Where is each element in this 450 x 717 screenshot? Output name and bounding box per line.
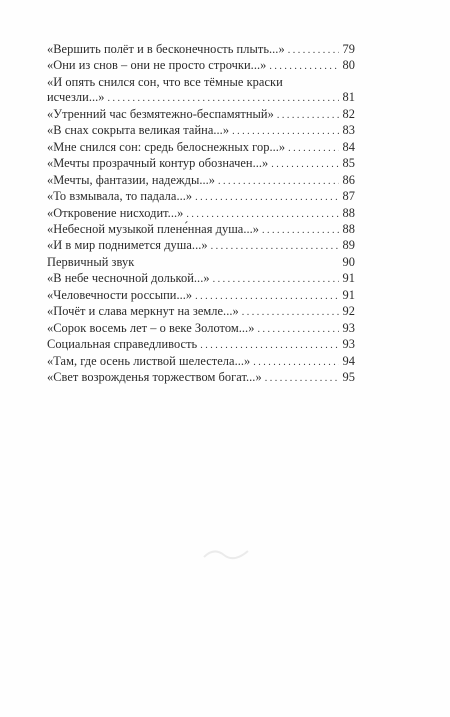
dot-leader [265,371,339,386]
toc-entry [47,189,355,205]
dot-leader [232,124,339,139]
dot-leader [218,174,339,189]
dot-leader [277,108,339,123]
toc-line [47,189,355,205]
toc-entry [47,321,355,337]
toc-entry [47,58,355,74]
toc-title: «Почёт и слава меркнут на земле...» [47,304,239,319]
toc-page-number: 80 [342,58,355,73]
toc-line [47,42,355,58]
table-of-contents [47,42,355,387]
toc-title: «И в мир поднимется душа...» [47,238,208,253]
toc-line [47,337,355,353]
toc-title: «Они из снов – они не просто строчки...» [47,58,267,73]
dot-leader [211,239,339,254]
toc-page-number: 79 [342,42,355,56]
toc-title: «Утренний час безмятежно-беспамятный» [47,106,274,121]
toc-title: «Сорок восемь лет – о веке Золотом...» [47,320,255,335]
toc-page-number: 88 [342,205,355,220]
toc-line [47,354,355,370]
toc-entry [47,271,355,287]
toc-page-number: 85 [342,156,355,171]
dot-leader [288,43,339,58]
toc-title: «В снах сокрыта великая тайна...» [47,123,230,138]
toc-page-number: 90 [342,254,355,269]
toc-line [47,370,355,386]
dot-leader [195,190,339,205]
toc-title: исчезли...» [47,90,105,105]
toc-entry [47,354,355,370]
toc-line [47,238,355,254]
toc-line [47,304,355,320]
toc-entry [47,42,355,58]
dot-leader [269,59,339,74]
toc-line [47,156,355,172]
toc-page-number: 93 [342,320,355,335]
toc-page-number: 84 [342,139,355,154]
dot-leader [253,355,339,370]
toc-page-number: 81 [342,90,355,105]
toc-page-number: 91 [342,287,355,302]
toc-title: «То взмывала, то падала...» [47,189,193,204]
toc-title: Социальная справедливость [47,337,198,352]
toc-title: «Мечты прозрачный контур обозначен...» [47,156,269,171]
toc-line [47,173,355,189]
toc-line [47,90,355,106]
toc-entry [47,255,355,271]
toc-title: «В небе чесночной долькой...» [47,271,210,286]
toc-page-number: 88 [342,221,355,236]
toc-line [47,123,355,139]
dot-leader [271,157,339,172]
dot-leader [195,289,339,304]
toc-line [47,271,355,287]
toc-title: «Небесной музыкой плене́нная душа...» [47,221,260,236]
toc-title: Первичный звук [47,254,135,269]
toc-entry [47,206,355,222]
toc-title: «Вершить полёт и в бесконечность плыть...» [47,42,285,56]
toc-line [47,58,355,74]
toc-page-number: 94 [342,353,355,368]
toc-line [47,107,355,123]
toc-line [47,288,355,304]
faint-bleedthrough-mark [202,543,250,563]
toc-entry [47,123,355,139]
toc-page-number: 87 [342,189,355,204]
dot-leader [200,338,339,353]
toc-entry [47,370,355,386]
toc-page-number: 83 [342,123,355,138]
toc-entry [47,75,355,107]
toc-title-first-line: «И опять снился сон, что все тёмные краски [47,74,283,89]
toc-entry [47,222,355,238]
dot-leader [242,305,339,320]
toc-page-number: 93 [342,337,355,352]
toc-page-number: 86 [342,172,355,187]
toc-page-number: 91 [342,271,355,286]
dot-leader [186,207,339,222]
toc-entry [47,173,355,189]
toc-title: «Мне снился сон: средь белоснежных гор...» [47,139,286,154]
toc-entry [47,107,355,123]
dot-leader [288,141,339,156]
toc-entry [47,156,355,172]
toc-title: «Человечности россыпи...» [47,287,193,302]
toc-entry [47,288,355,304]
toc-page-number: 92 [342,304,355,319]
dot-leader [262,223,339,238]
toc-entry [47,337,355,353]
toc-line [47,206,355,222]
toc-line [47,140,355,156]
toc-line [47,255,355,271]
toc-title: «Мечты, фантазии, надежды...» [47,172,216,187]
toc-title: «Там, где осень листвой шелестела...» [47,353,251,368]
toc-entry [47,238,355,254]
dot-leader [213,272,339,287]
toc-page-number: 95 [342,370,355,385]
toc-entry [47,140,355,156]
toc-line [47,321,355,337]
dot-leader [257,322,339,337]
toc-line [47,222,355,238]
toc-page-number: 82 [342,106,355,121]
toc-entry [47,304,355,320]
toc-title: «Откровение нисходит...» [47,205,184,220]
toc-title: «Свет возрожденья торжеством богат...» [47,370,262,385]
toc-page-number: 89 [342,238,355,253]
dot-leader [108,91,339,106]
